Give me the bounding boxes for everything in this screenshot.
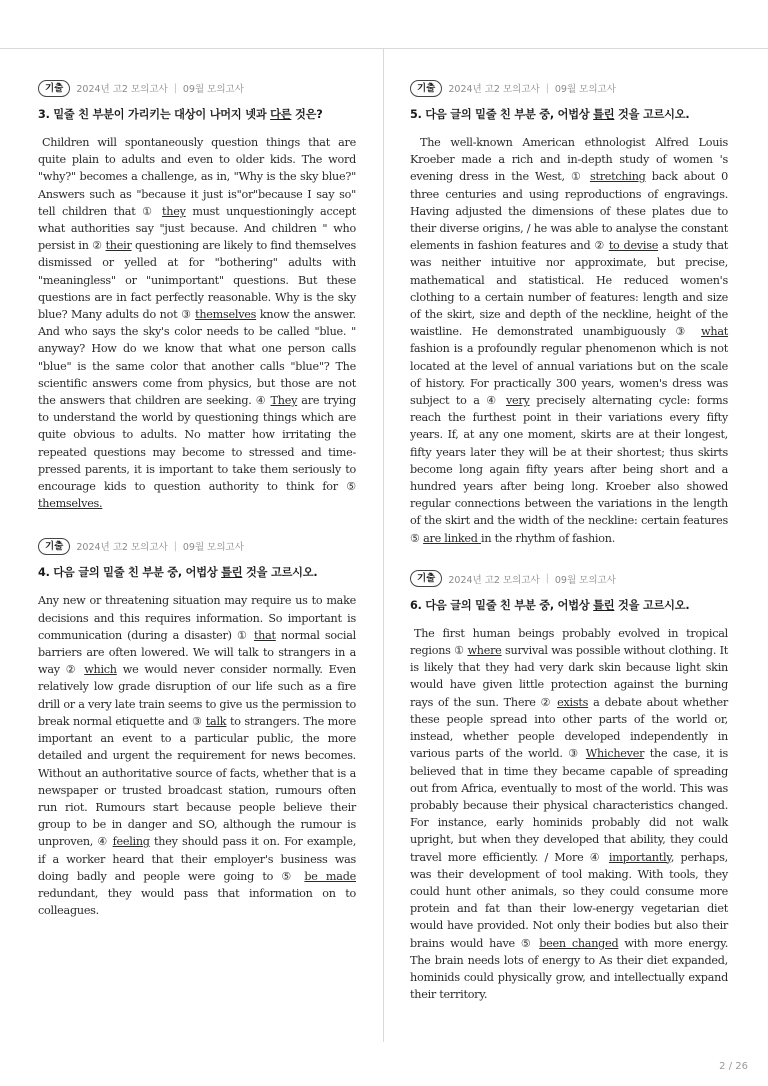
passage-text: are trying to understand the world by questioning things which are quite obvious to adults. No matter how irritating the repeated questions may become to stressed and time-pressed parents, it is important to take them seriously to encourage kids to question authority to think for ⑤ [38, 394, 356, 494]
meta-separator: | [545, 82, 549, 94]
meta-separator: | [173, 82, 177, 94]
title-emphasis: 다른 [270, 108, 292, 121]
meta-separator: | [545, 573, 549, 585]
question-3 [38, 78, 356, 512]
passage-text: in the rhythm of fashion. [481, 531, 616, 545]
passage-text: The first human beings probably evolved in tropical regions ① [410, 626, 728, 658]
question-title [410, 106, 728, 122]
question-4 [38, 536, 356, 919]
title-text: 6. 다음 글의 밑줄 친 부분 중, 어법상 [410, 598, 594, 612]
source-badge: 기출 [38, 80, 70, 97]
underlined-phrase: that [253, 628, 276, 642]
title-tail: 것을 고르시오. [614, 598, 690, 612]
exam-month: 09월 모의고사 [182, 542, 244, 554]
exam-year: 2024년 고2 모의고사 [76, 542, 168, 554]
passage-text: , perhaps, was their development of tool making. With tools, they could hunt other animals, so they could consume more protein and fat than their low-energy vegetarian diet would have provided. Not only their bodies but also their brains would have ⑤ [410, 850, 728, 950]
passage-text: normal social barriers are often lowered. We will talk to strangers in a way ② [38, 628, 356, 677]
passage-text: fashion is a profoundly regular phenomenon which is not located at the level of annual variations but on the scale of history. For practically 300 years, women's dress was subject to a ④ [410, 342, 728, 408]
underlined-phrase: which [84, 663, 117, 677]
passage-text: know the answer. And who says the sky's color needs to be called "blue. " anyway? How do we know that what one person calls "blue" is the same color that another calls "blue"? The scientific answers come from physics, but those are not the answers that children are seeking. ④ [38, 308, 356, 408]
page-number: 2 / 26 [719, 1061, 748, 1072]
passage-text: to strangers. The more important an event to a particular public, the more detailed and urgent the requirement for news becomes. Without an authoritative source of facts, whether that is a newspaper or trusted broadcast station, rumours often run riot. Rumours start because people believe their group to be in danger and SO, although the rumour is unproven, ④ [38, 714, 356, 849]
question-meta [410, 78, 728, 98]
underlined-phrase: to devise [608, 239, 659, 253]
question-meta [410, 569, 728, 589]
passage-text: must unquestioningly accept what authorities say "just because. And children " who persist in ② [38, 204, 357, 253]
underlined-phrase: they [162, 204, 186, 218]
passage [410, 625, 728, 1003]
source-badge: 기출 [410, 80, 442, 97]
passage [38, 134, 356, 512]
title-text: 5. 다음 글의 밑줄 친 부분 중, 어법상 [410, 108, 594, 121]
underlined-phrase: themselves [195, 308, 257, 322]
underlined-phrase: are linked [423, 531, 482, 545]
question-meta [38, 78, 356, 98]
source-badge: 기출 [38, 538, 70, 555]
underlined-phrase: exists [557, 695, 589, 709]
question-6 [410, 569, 728, 1003]
title-emphasis: 틀린 [593, 598, 615, 612]
passage-text: survival was possible without clothing. It is likely that they had very dark skin because light skin would have given little protection against the burning rays of the sun. There ② [410, 644, 728, 709]
underlined-phrase: themselves. [38, 497, 103, 511]
left-column [38, 78, 356, 936]
title-tail: 것을 고르시오. [242, 566, 318, 580]
passage-text: the case, it is believed that in time they became capable of spreading out from Africa, eventually to most of the world. This was probably because their physical characteristics changed. For instance, early hominids probably did not walk upright, but when they developed that ability, they could travel more efficiently. / More ④ [410, 747, 728, 864]
question-5 [410, 78, 728, 547]
title-emphasis: 틀린 [593, 108, 615, 121]
title-text: 3. 밑줄 친 부분이 가리키는 대상이 나머지 넷과 [38, 108, 271, 121]
passage-text: we would never consider normally. Even relatively low grade disruption of our life such as a fire drill or a very late train seems to give us the permission to break normal etiquette and ③ [38, 663, 356, 728]
question-title [38, 106, 356, 122]
underlined-phrase: their [105, 239, 132, 253]
passage-text: Children will spontaneously question things that are quite plain to adults and even to older kids. The word "why?" becomes a challenge, as in, "Why is the sky blue?" Answers such as "because it just is"or"because I say so" tell children that ① [38, 136, 356, 218]
source-badge: 기출 [410, 570, 442, 587]
passage-text: back about 0 three centuries and using reproductions of engravings. Having adjusted the dimensions of these plates due to their diverse origins, / he was able to analyse the constant elements in fashion features and ② [410, 170, 729, 253]
passage-text: a debate about whether these people spread into other parts of the world or, instead, whether people developed independently in various parts of the world. ③ [410, 695, 729, 761]
underlined-phrase: talk [205, 714, 227, 728]
passage-text: questioning are likely to find themselves dismissed or yelled at for "bothering" adults with "meaningless" or "unimportant" questions. But these questions are in fact perfectly reasonable. Why is the sky blue? Many adults do not ③ [38, 239, 356, 322]
underlined-phrase: where [467, 644, 502, 658]
underlined-phrase: what [701, 325, 728, 339]
question-title [38, 564, 356, 580]
title-tail: 것을 고르시오. [614, 108, 690, 121]
title-tail: 것은? [291, 108, 323, 121]
passage [410, 134, 728, 547]
meta-separator: | [173, 540, 177, 552]
exam-year: 2024년 고2 모의고사 [76, 84, 168, 95]
exam-month: 09월 모의고사 [182, 84, 244, 95]
passage-text: The well-known American ethnologist Alfred Louis Kroeber made a rich and in-depth study of women 's evening dress in the West, ① [410, 136, 728, 184]
underlined-phrase: be made [304, 869, 356, 883]
exam-year: 2024년 고2 모의고사 [448, 84, 540, 95]
underlined-phrase: Whichever [585, 747, 645, 761]
exam-month: 09월 모의고사 [554, 574, 616, 586]
exam-month: 09월 모의고사 [554, 84, 616, 95]
title-emphasis: 틀린 [221, 566, 243, 580]
column-divider [383, 49, 384, 1042]
passage-text: redundant, they would pass that information on to colleagues. [38, 886, 356, 918]
title-text: 4. 다음 글의 밑줄 친 부분 중, 어법상 [38, 566, 222, 580]
passage [38, 592, 356, 919]
exam-year: 2024년 고2 모의고사 [448, 574, 540, 586]
underlined-phrase: feeling [112, 835, 150, 849]
underlined-phrase: been changed [539, 936, 619, 950]
passage-text: Any new or threatening situation may require us to make decisions and this requires information. So important is communication (during a disaster) ① [38, 594, 356, 642]
question-meta [38, 536, 356, 556]
underlined-phrase: stretching [589, 170, 646, 184]
header-rule [0, 48, 768, 49]
underlined-phrase: importantly [608, 850, 671, 864]
underlined-phrase: They [270, 394, 298, 408]
underlined-phrase: very [505, 394, 530, 408]
right-column [410, 78, 728, 1020]
passage-text: with more energy. The brain needs lots of energy to As their diet expanded, hominids could physically grow, and intellectually expand their territory. [410, 936, 728, 1002]
passage-text: they should pass it on. For example, if a worker heard that their employer's business was doing badly and people were going to ⑤ [38, 835, 357, 883]
passage-text: a study that was neither intuitive nor approximate, but precise, mathematical and statistical. He reduced women's clothing to a certain number of features: length and size of the skirt, size and depth of the neckline, height of the waistline. He demonstrated unambiguously ③ [410, 239, 728, 339]
question-title [410, 597, 728, 613]
passage-text: precisely alternating cycle: forms reach the furthest point in their variations every fifty years. If, at any one moment, skirts are at their longest, fifty years later they will be at their shortest; thus skirts become long again fifty years after being short and a hundred years after being long. Kroeber also showed regular connections between the variations in the length of the skirt and the width of the neckline: certain features ⑤ [410, 394, 728, 545]
